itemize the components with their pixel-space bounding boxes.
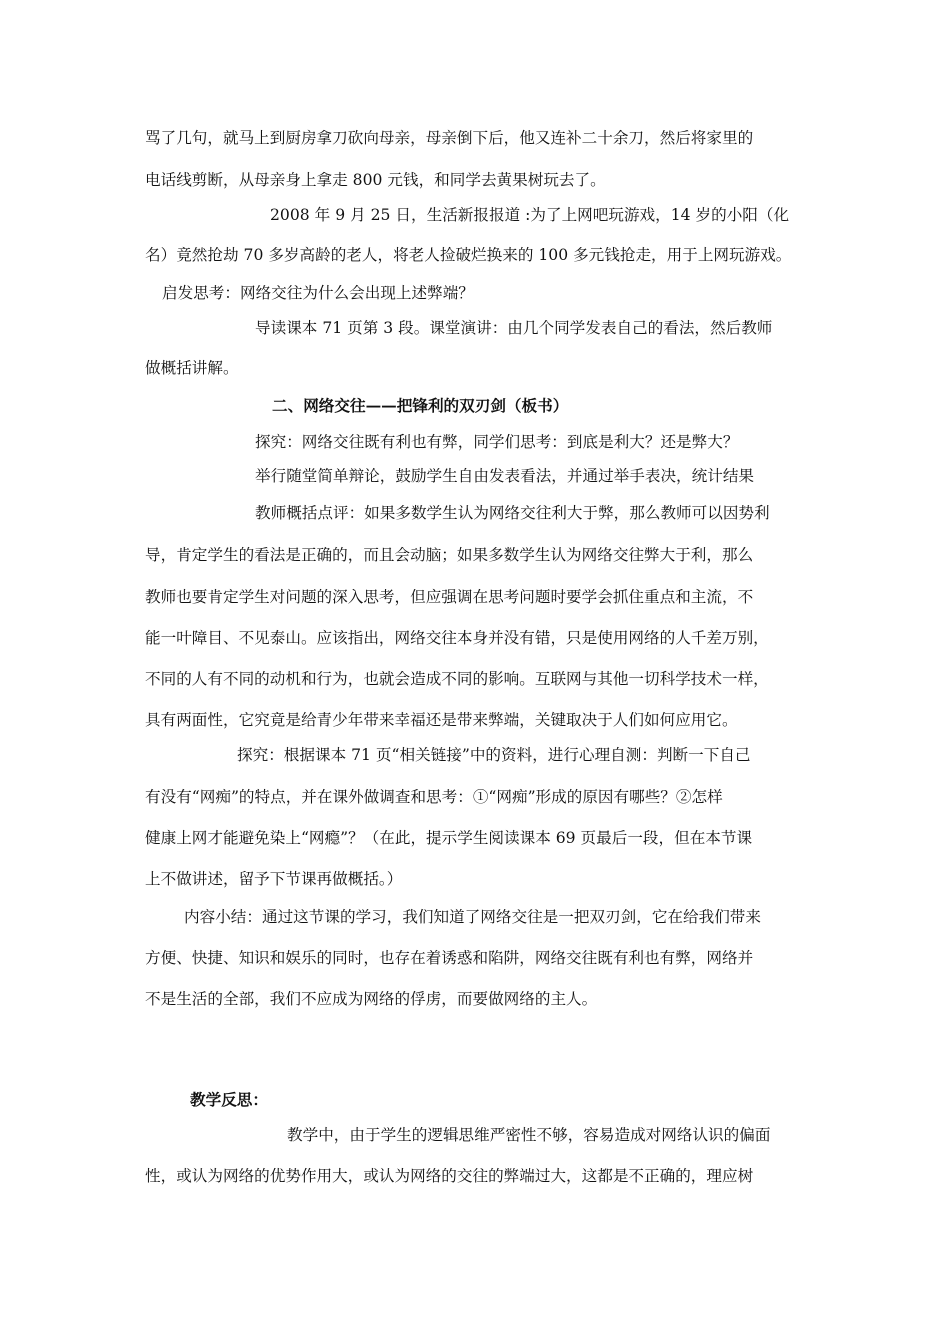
text-line: 做概括讲解。 xyxy=(145,359,239,377)
text-line: 上不做讲述，留予下节课再做概括。） xyxy=(145,870,403,888)
text-line: 探究：根据课本 71 页“相关链接”中的资料，进行心理自测：判断一下自己 xyxy=(237,746,751,764)
text-line: 导读课本 71 页第 3 段。课堂演讲：由几个同学发表自己的看法，然后教师 xyxy=(255,319,773,337)
text-line: 导，肯定学生的看法是正确的，而且会动脑；如果多数学生认为网络交往弊大于利，那么 xyxy=(145,546,754,564)
text-line: 电话线剪断，从母亲身上拿走 800 元钱，和同学去黄果树玩去了。 xyxy=(145,171,606,189)
text-line: 性，或认为网络的优势作用大，或认为网络的交往的弊端过大，这都是不正确的，理应树 xyxy=(145,1167,754,1185)
reflection-heading: 教学反思： xyxy=(190,1090,268,1109)
text-line: 方便、快捷、知识和娱乐的同时，也存在着诱惑和陷阱，网络交往既有利也有弊，网络并 xyxy=(145,949,754,967)
text-line: 不同的人有不同的动机和行为，也就会造成不同的影响。互联网与其他一切科学技术一样， xyxy=(145,670,769,688)
text-line: 举行随堂简单辩论，鼓励学生自由发表看法，并通过举手表决，统计结果 xyxy=(255,467,755,485)
text-line: 探究：网络交往既有利也有弊，同学们思考：到底是利大？还是弊大？ xyxy=(255,433,739,451)
text-line: 骂了几句，就马上到厨房拿刀砍向母亲，母亲倒下后，他又连补二十余刀，然后将家里的 xyxy=(145,129,754,147)
section-heading: 二、网络交往——把锋利的双刃剑（板书） xyxy=(272,396,569,415)
text-line: 内容小结：通过这节课的学习，我们知道了网络交往是一把双刃剑，它在给我们带来 xyxy=(184,908,761,926)
text-line: 不是生活的全部，我们不应成为网络的俘虏，而要做网络的主人。 xyxy=(145,990,598,1008)
text-line: 教师概括点评：如果多数学生认为网络交往利大于弊，那么教师可以因势利 xyxy=(255,504,770,522)
text-line: 有没有“网痴”的特点，并在课外做调查和思考：①“网痴”形成的原因有哪些？②怎样 xyxy=(145,788,723,806)
text-line: 具有两面性，它究竟是给青少年带来幸福还是带来弊端，关键取决于人们如何应用它。 xyxy=(145,711,738,729)
text-line: 启发思考：网络交往为什么会出现上述弊端？ xyxy=(162,284,474,302)
text-line: 健康上网才能避免染上“网瘾”？（在此，提示学生阅读课本 69 页最后一段，但在本节课 xyxy=(145,829,753,847)
text-line: 教学中，由于学生的逻辑思维严密性不够，容易造成对网络认识的偏面 xyxy=(287,1126,771,1144)
text-line: 名）竟然抢劫 70 多岁高龄的老人，将老人捡破烂换来的 100 多元钱抢走，用于上网玩游戏。 xyxy=(145,246,792,264)
text-line: 能一叶障目、不见泰山。应该指出，网络交往本身并没有错，只是使用网络的人千差万别， xyxy=(145,629,769,647)
text-line: 教师也要肯定学生对问题的深入思考，但应强调在思考问题时要学会抓住重点和主流，不 xyxy=(145,588,754,606)
text-line: 2008 年 9 月 25 日，生活新报报道 :为了上网吧玩游戏，14 岁的小阳（化 xyxy=(270,206,790,224)
